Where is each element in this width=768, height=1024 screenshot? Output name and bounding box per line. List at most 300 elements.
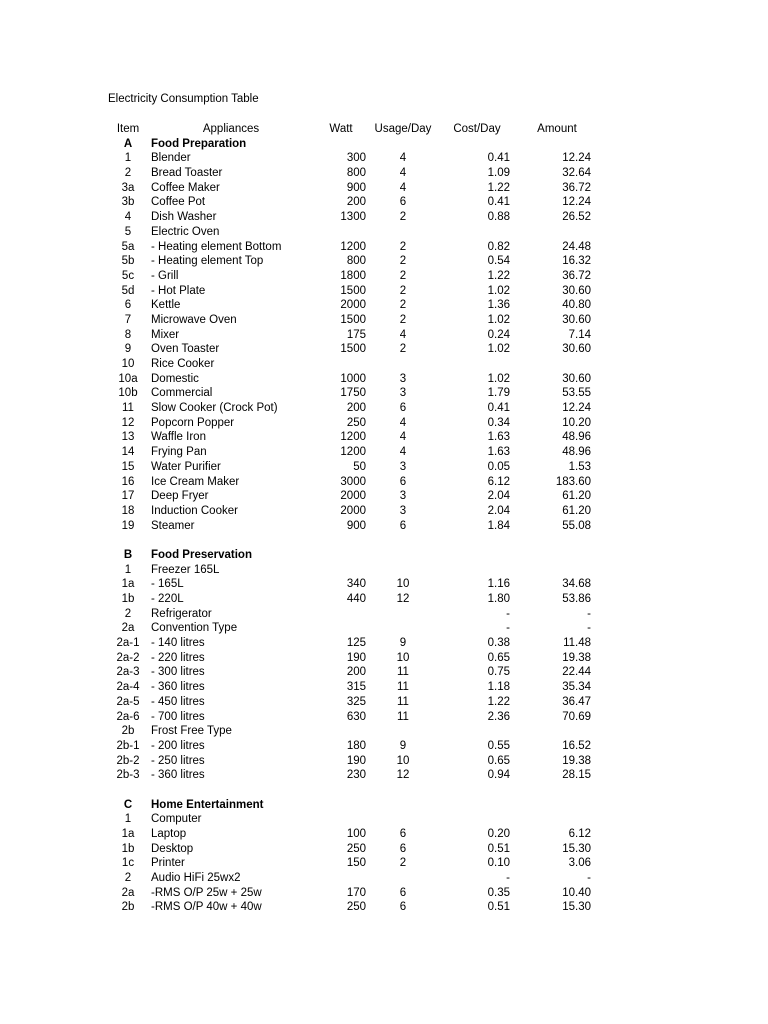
- cell-watt: 900: [346, 519, 366, 532]
- cell-watt: 250: [346, 901, 366, 914]
- cell-watt: 200: [346, 666, 366, 679]
- cell-amount: 30.60: [562, 284, 591, 297]
- cell-usage: 2: [399, 343, 407, 356]
- cell-amount: 12.24: [562, 152, 591, 165]
- section-spacer: [0, 783, 768, 798]
- cell-appliance: - Hot Plate: [151, 284, 206, 297]
- table-row: [0, 489, 768, 504]
- cell-item: 2b: [121, 901, 135, 914]
- cell-usage: 4: [399, 328, 407, 341]
- table-row: [0, 240, 768, 255]
- cell-appliance: Food Preparation: [151, 137, 247, 150]
- cell-usage: 2: [399, 299, 407, 312]
- cell-item: 10b: [118, 387, 138, 400]
- cell-usage: 4: [399, 152, 407, 165]
- cell-watt: 440: [346, 593, 366, 605]
- table-row: [0, 401, 768, 416]
- cell-appliance: Commercial: [151, 387, 213, 400]
- cell-cost: 0.24: [487, 328, 510, 341]
- cell-amount: 48.96: [562, 431, 591, 444]
- table-row: [0, 269, 768, 284]
- cell-item: 14: [121, 446, 135, 459]
- cell-cost: 1.02: [487, 372, 510, 385]
- cell-appliance: Audio HiFi 25wx2: [151, 872, 241, 885]
- cell-item: 5: [124, 225, 132, 238]
- table-row: [0, 298, 768, 313]
- header-usage: Usage/Day: [374, 123, 432, 135]
- cell-cost: 1.02: [487, 343, 510, 356]
- table-row: [0, 372, 768, 387]
- cell-item: 4: [124, 211, 132, 224]
- cell-amount: 16.32: [562, 255, 591, 268]
- cell-item: 5b: [121, 255, 135, 268]
- cell-appliance: Laptop: [151, 828, 187, 840]
- table-row: [0, 151, 768, 166]
- table-row: [0, 328, 768, 343]
- section-spacer: [0, 533, 768, 548]
- cell-item: 2a-3: [116, 666, 140, 679]
- cell-appliance: - 220 litres: [151, 651, 205, 664]
- table-row: [0, 680, 768, 695]
- cell-cost: 6.12: [487, 475, 510, 488]
- cell-watt: 200: [346, 402, 366, 415]
- table-header-row: [0, 122, 768, 137]
- cell-appliance: - 700 litres: [151, 710, 205, 723]
- cell-amount: -: [587, 622, 591, 635]
- cell-cost: -: [506, 607, 510, 620]
- cell-amount: 22.44: [562, 666, 591, 679]
- cell-item: 2a-2: [116, 651, 140, 664]
- cell-appliance: Mixer: [151, 328, 180, 341]
- cell-item: 19: [121, 519, 135, 532]
- table-row: [0, 812, 768, 827]
- cell-watt: 1000: [340, 372, 366, 385]
- consumption-table: [0, 122, 768, 915]
- cell-item: 2b-3: [116, 769, 140, 782]
- cell-cost: 0.54: [487, 255, 510, 268]
- cell-watt: 300: [346, 152, 366, 165]
- cell-item: 2a-5: [116, 695, 140, 708]
- cell-amount: 53.55: [562, 387, 591, 400]
- cell-cost: 0.20: [487, 828, 510, 840]
- cell-usage: 11: [397, 666, 409, 679]
- cell-watt: 315: [346, 681, 366, 694]
- table-row: [0, 254, 768, 269]
- cell-amount: 26.52: [562, 211, 591, 224]
- cell-cost: 0.94: [487, 769, 510, 782]
- cell-item: 1a: [121, 578, 135, 591]
- table-row: [0, 342, 768, 357]
- table-row: [0, 592, 768, 607]
- cell-usage: 4: [399, 416, 407, 429]
- cell-watt: 340: [346, 578, 366, 591]
- cell-item: 15: [121, 460, 135, 473]
- cell-cost: 0.10: [487, 857, 510, 870]
- cell-watt: 630: [346, 710, 366, 723]
- cell-appliance: Bread Toaster: [151, 167, 223, 180]
- cell-appliance: Home Entertainment: [151, 798, 264, 811]
- table-row: [0, 357, 768, 372]
- cell-cost: 2.04: [487, 490, 510, 503]
- cell-appliance: Popcorn Popper: [151, 416, 235, 429]
- cell-item: 1b: [121, 842, 135, 855]
- cell-item: 2a-1: [116, 637, 140, 650]
- cell-cost: 1.09: [487, 167, 510, 180]
- cell-usage: 12: [396, 769, 410, 782]
- cell-amount: 24.48: [562, 240, 591, 253]
- table-row: [0, 445, 768, 460]
- table-row: [0, 754, 768, 769]
- cell-amount: 40.80: [562, 299, 591, 312]
- cell-appliance: - 220L: [151, 593, 184, 605]
- cell-appliance: - Heating element Top: [151, 255, 264, 268]
- cell-watt: 1500: [340, 343, 366, 356]
- header-appliances: Appliances: [202, 123, 260, 135]
- cell-appliance: -RMS O/P 40w + 40w: [151, 901, 262, 914]
- cell-item: 12: [121, 416, 135, 429]
- cell-cost: -: [506, 622, 510, 635]
- table-row: [0, 504, 768, 519]
- cell-appliance: Waffle Iron: [151, 431, 206, 444]
- cell-watt: 2000: [340, 490, 366, 503]
- table-row: [0, 636, 768, 651]
- cell-cost: 1.63: [487, 446, 510, 459]
- cell-amount: 6.12: [568, 828, 591, 840]
- table-row: [0, 871, 768, 886]
- cell-watt: 170: [346, 886, 366, 899]
- cell-cost: 1.18: [487, 681, 510, 694]
- cell-cost: 0.05: [487, 460, 510, 473]
- table-row: [0, 313, 768, 328]
- table-row: [0, 577, 768, 592]
- cell-watt: 1200: [340, 431, 366, 444]
- cell-watt: 800: [346, 255, 366, 268]
- cell-appliance: Food Preservation: [151, 548, 252, 561]
- cell-amount: 16.52: [562, 739, 591, 752]
- cell-item: 7: [124, 313, 132, 326]
- cell-item: 16: [121, 475, 135, 488]
- cell-usage: 2: [399, 240, 407, 253]
- cell-watt: 800: [346, 167, 366, 180]
- cell-appliance: - 360 litres: [151, 681, 205, 694]
- cell-item: 2a-6: [116, 710, 140, 723]
- cell-appliance: Water Purifier: [151, 460, 221, 473]
- table-row: [0, 827, 768, 842]
- cell-usage: 6: [399, 196, 407, 209]
- table-row: [0, 210, 768, 225]
- cell-watt: 100: [346, 828, 366, 840]
- cell-appliance: - 165L: [151, 578, 184, 591]
- cell-appliance: Kettle: [151, 299, 181, 312]
- cell-amount: 55.08: [562, 519, 591, 532]
- cell-usage: 6: [399, 519, 407, 532]
- cell-appliance: Refrigerator: [151, 607, 212, 620]
- table-body: [0, 137, 768, 915]
- cell-usage: 11: [397, 695, 409, 708]
- cell-usage: 12: [396, 593, 410, 605]
- cell-appliance: Electric Oven: [151, 225, 220, 238]
- cell-usage: 4: [399, 446, 407, 459]
- cell-appliance: - 300 litres: [151, 666, 205, 679]
- table-row: [0, 665, 768, 680]
- cell-appliance: Domestic: [151, 372, 199, 385]
- cell-appliance: Oven Toaster: [151, 343, 220, 356]
- cell-amount: 30.60: [562, 372, 591, 385]
- cell-amount: 30.60: [562, 313, 591, 326]
- cell-watt: 150: [346, 857, 366, 870]
- cell-appliance: Rice Cooker: [151, 358, 215, 370]
- cell-usage: 6: [399, 828, 407, 840]
- cell-item: A: [123, 137, 133, 150]
- cell-amount: -: [587, 872, 591, 885]
- cell-usage: 3: [399, 372, 407, 385]
- cell-item: 5a: [121, 240, 135, 253]
- header-item: Item: [116, 123, 140, 135]
- cell-watt: 2000: [340, 504, 366, 517]
- cell-cost: 1.80: [487, 593, 510, 605]
- cell-cost: 2.36: [487, 710, 510, 723]
- cell-item: 17: [121, 490, 135, 503]
- cell-item: 2: [124, 607, 132, 620]
- table-row: [0, 856, 768, 871]
- cell-item: 10: [121, 358, 135, 370]
- cell-cost: 0.34: [487, 416, 510, 429]
- cell-item: 10a: [118, 372, 138, 385]
- cell-watt: 1800: [340, 269, 366, 282]
- cell-watt: 190: [346, 651, 366, 664]
- cell-usage: 6: [399, 402, 407, 415]
- cell-usage: 9: [399, 637, 407, 650]
- cell-amount: 12.24: [562, 196, 591, 209]
- table-row: [0, 430, 768, 445]
- cell-usage: 2: [399, 211, 407, 224]
- cell-appliance: - 360 litres: [151, 769, 205, 782]
- cell-appliance: Freezer 165L: [151, 563, 220, 576]
- cell-amount: 53.86: [562, 593, 591, 605]
- cell-usage: 4: [399, 167, 407, 180]
- table-row: [0, 195, 768, 210]
- cell-amount: 10.40: [562, 886, 591, 899]
- cell-appliance: Frost Free Type: [151, 725, 232, 738]
- table-row: [0, 475, 768, 490]
- cell-watt: 50: [353, 460, 366, 473]
- cell-item: B: [123, 548, 133, 561]
- cell-cost: 2.04: [487, 504, 510, 517]
- cell-amount: 36.72: [562, 181, 591, 194]
- cell-cost: 1.22: [487, 181, 510, 194]
- cell-appliance: Microwave Oven: [151, 313, 237, 326]
- cell-cost: 1.22: [487, 269, 510, 282]
- table-row: [0, 563, 768, 578]
- cell-usage: 11: [397, 710, 409, 723]
- cell-amount: 10.20: [562, 416, 591, 429]
- cell-item: 6: [124, 299, 132, 312]
- cell-item: 2b-1: [116, 739, 140, 752]
- cell-amount: 15.30: [562, 842, 591, 855]
- cell-appliance: Slow Cooker (Crock Pot): [151, 402, 278, 415]
- cell-amount: 28.15: [562, 769, 591, 782]
- cell-usage: 2: [399, 857, 407, 870]
- cell-cost: 0.41: [487, 402, 510, 415]
- cell-appliance: Dish Washer: [151, 211, 217, 224]
- cell-appliance: -RMS O/P 25w + 25w: [151, 886, 262, 899]
- cell-item: 3a: [121, 181, 135, 194]
- cell-amount: 36.47: [562, 695, 591, 708]
- cell-appliance: Desktop: [151, 842, 194, 855]
- cell-cost: 1.84: [487, 519, 510, 532]
- cell-cost: 0.51: [487, 842, 510, 855]
- document-title: Electricity Consumption Table: [108, 93, 259, 105]
- cell-amount: 7.14: [568, 328, 591, 341]
- cell-item: 2b-2: [116, 754, 140, 767]
- cell-amount: 19.38: [562, 754, 591, 767]
- cell-usage: 2: [399, 269, 407, 282]
- section-header-row: [0, 798, 768, 813]
- cell-item: 2: [124, 167, 132, 180]
- cell-item: 5c: [121, 269, 135, 282]
- cell-cost: 0.38: [487, 637, 510, 650]
- cell-appliance: Printer: [151, 857, 185, 870]
- cell-usage: 4: [399, 431, 407, 444]
- table-row: [0, 166, 768, 181]
- cell-usage: 6: [399, 901, 407, 914]
- cell-item: 18: [121, 504, 135, 517]
- cell-watt: 250: [346, 416, 366, 429]
- cell-usage: 10: [396, 754, 410, 767]
- cell-amount: 19.38: [562, 651, 591, 664]
- cell-cost: 1.36: [487, 299, 510, 312]
- cell-watt: 1300: [340, 211, 366, 224]
- cell-appliance: Frying Pan: [151, 446, 207, 459]
- table-row: [0, 519, 768, 534]
- table-row: [0, 386, 768, 401]
- cell-appliance: - Grill: [151, 269, 179, 282]
- cell-item: 9: [124, 343, 132, 356]
- cell-cost: 0.65: [487, 651, 510, 664]
- cell-usage: 11: [397, 681, 409, 694]
- cell-watt: 1500: [340, 313, 366, 326]
- table-row: [0, 607, 768, 622]
- cell-watt: 325: [346, 695, 366, 708]
- cell-item: 2a: [121, 886, 135, 899]
- table-row: [0, 460, 768, 475]
- table-row: [0, 181, 768, 196]
- cell-watt: 1750: [340, 387, 366, 400]
- cell-usage: 2: [399, 313, 407, 326]
- cell-cost: 1.02: [487, 313, 510, 326]
- cell-appliance: - 450 litres: [151, 695, 205, 708]
- cell-amount: 61.20: [562, 504, 591, 517]
- cell-cost: 0.65: [487, 754, 510, 767]
- cell-item: 2: [124, 872, 132, 885]
- cell-watt: 900: [346, 181, 366, 194]
- cell-usage: 2: [399, 255, 407, 268]
- cell-watt: 125: [346, 637, 366, 650]
- cell-watt: 250: [346, 842, 366, 855]
- cell-cost: -: [506, 872, 510, 885]
- cell-watt: 200: [346, 196, 366, 209]
- cell-amount: 34.68: [562, 578, 591, 591]
- cell-item: 2b: [121, 725, 135, 738]
- header-amount: Amount: [537, 123, 577, 135]
- cell-item: 3b: [121, 196, 135, 209]
- cell-watt: 190: [346, 754, 366, 767]
- cell-cost: 0.55: [487, 739, 510, 752]
- cell-item: C: [123, 798, 133, 811]
- cell-appliance: Coffee Maker: [151, 181, 220, 194]
- cell-usage: 9: [399, 739, 407, 752]
- cell-usage: 10: [396, 578, 410, 591]
- cell-watt: 230: [346, 769, 366, 782]
- cell-cost: 1.16: [487, 578, 510, 591]
- table-row: [0, 768, 768, 783]
- cell-item: 1: [124, 563, 132, 576]
- cell-usage: 3: [399, 504, 407, 517]
- table-row: [0, 724, 768, 739]
- cell-watt: 1200: [340, 446, 366, 459]
- cell-amount: 1.53: [568, 460, 591, 473]
- cell-amount: 30.60: [562, 343, 591, 356]
- table-row: [0, 842, 768, 857]
- cell-appliance: Convention Type: [151, 622, 238, 635]
- table-row: [0, 886, 768, 901]
- header-cost: Cost/Day: [453, 123, 501, 135]
- cell-item: 1c: [121, 857, 135, 870]
- cell-cost: 0.41: [487, 196, 510, 209]
- table-row: [0, 284, 768, 299]
- table-row: [0, 416, 768, 431]
- cell-amount: -: [587, 607, 591, 620]
- cell-usage: 4: [399, 181, 407, 194]
- cell-item: 2a: [121, 622, 135, 635]
- cell-cost: 0.41: [487, 152, 510, 165]
- table-row: [0, 225, 768, 240]
- cell-appliance: Induction Cooker: [151, 504, 238, 517]
- cell-cost: 0.35: [487, 886, 510, 899]
- cell-amount: 48.96: [562, 446, 591, 459]
- section-header-row: [0, 548, 768, 563]
- cell-usage: 2: [399, 284, 407, 297]
- cell-cost: 0.51: [487, 901, 510, 914]
- cell-appliance: Steamer: [151, 519, 195, 532]
- cell-cost: 0.75: [487, 666, 510, 679]
- cell-cost: 0.88: [487, 211, 510, 224]
- table-row: [0, 900, 768, 915]
- section-header-row: [0, 137, 768, 152]
- cell-appliance: Deep Fryer: [151, 490, 209, 503]
- cell-usage: 3: [399, 460, 407, 473]
- cell-amount: 36.72: [562, 269, 591, 282]
- cell-usage: 6: [399, 842, 407, 855]
- cell-cost: 1.22: [487, 695, 510, 708]
- cell-item: 8: [124, 328, 132, 341]
- table-row: [0, 621, 768, 636]
- cell-usage: 3: [399, 490, 407, 503]
- cell-watt: 1500: [340, 284, 366, 297]
- cell-watt: 1200: [340, 240, 366, 253]
- cell-amount: 61.20: [562, 490, 591, 503]
- cell-amount: 183.60: [555, 475, 591, 488]
- table-row: [0, 710, 768, 725]
- cell-cost: 0.82: [487, 240, 510, 253]
- cell-usage: 10: [396, 651, 410, 664]
- cell-usage: 3: [399, 387, 407, 400]
- cell-watt: 175: [346, 328, 366, 341]
- cell-watt: 2000: [340, 299, 366, 312]
- cell-item: 1a: [121, 828, 135, 840]
- cell-item: 11: [122, 402, 134, 415]
- table-row: [0, 695, 768, 710]
